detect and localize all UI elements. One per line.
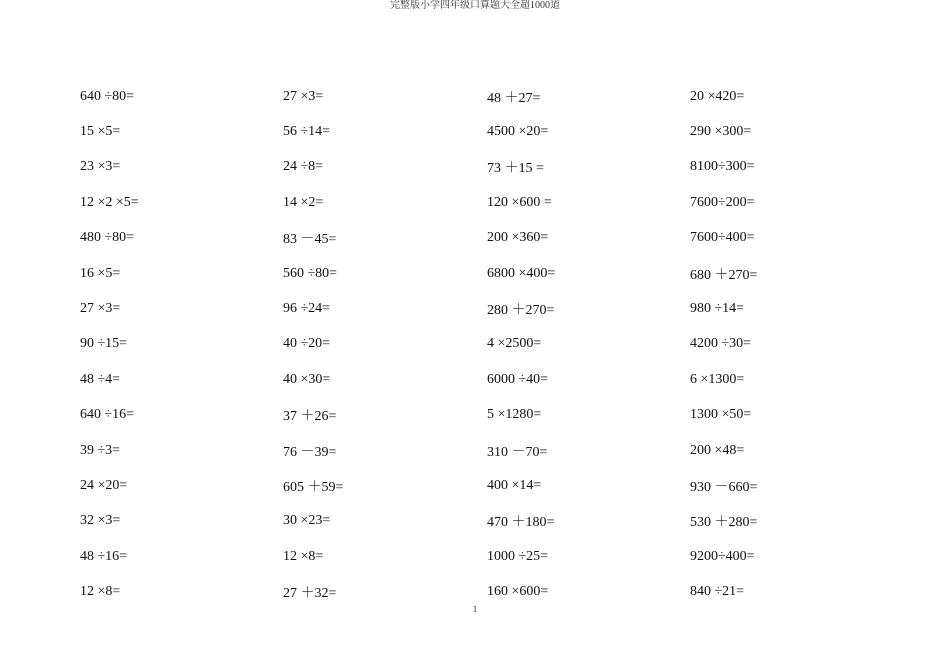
- arithmetic-problem: 12 ×2 ×5=: [80, 194, 139, 210]
- arithmetic-problem: 40 ÷20=: [283, 336, 331, 352]
- arithmetic-problem: 160 ×600=: [487, 584, 549, 600]
- arithmetic-problem: 640 ÷80=: [80, 88, 135, 104]
- arithmetic-problem: 76 －39=: [283, 444, 337, 460]
- arithmetic-problem: 200 ×48=: [690, 442, 745, 458]
- arithmetic-problem: 6000 ÷40=: [487, 371, 549, 387]
- arithmetic-problem: 400 ×14=: [487, 477, 542, 493]
- arithmetic-problem: 14 ×2=: [283, 194, 324, 210]
- arithmetic-problem: 680 ＋270=: [690, 267, 758, 283]
- arithmetic-problem: 48 ÷4=: [80, 371, 121, 387]
- arithmetic-problem: 1000 ÷25=: [487, 548, 549, 564]
- arithmetic-problem: 27 ×3=: [80, 301, 121, 317]
- arithmetic-problem: 4 ×2500=: [487, 336, 542, 352]
- arithmetic-problem: 96 ÷24=: [283, 301, 331, 317]
- arithmetic-problem: 12 ×8=: [283, 548, 324, 564]
- arithmetic-problem: 24 ÷8=: [283, 159, 324, 175]
- arithmetic-problem: 23 ×3=: [80, 159, 121, 175]
- arithmetic-problem: 7600÷400=: [690, 230, 755, 246]
- page-number: 1: [472, 604, 478, 614]
- arithmetic-problem: 930 －660=: [690, 479, 758, 495]
- arithmetic-problem: 6800 ×400=: [487, 265, 556, 281]
- arithmetic-problem: 605 ＋59=: [283, 479, 344, 495]
- arithmetic-problem: 290 ×300=: [690, 124, 752, 140]
- arithmetic-problem: 15 ×5=: [80, 124, 121, 140]
- arithmetic-problem: 560 ÷80=: [283, 265, 338, 281]
- arithmetic-problem: 470 ＋180=: [487, 515, 555, 531]
- arithmetic-problem: 37 ＋26=: [283, 409, 337, 425]
- arithmetic-problem: 640 ÷16=: [80, 407, 135, 423]
- arithmetic-problem: 7600÷200=: [690, 194, 755, 210]
- arithmetic-problem: 9200÷400=: [690, 548, 755, 564]
- arithmetic-problem: 20 ×420=: [690, 88, 745, 104]
- page-header-title: 完整版小学四年级口算题大全超1000道: [390, 0, 560, 11]
- problem-grid: [80, 79, 880, 610]
- arithmetic-problem: 48 ＋27=: [487, 90, 541, 106]
- arithmetic-problem: 27 ＋32=: [283, 586, 337, 602]
- arithmetic-problem: 120 ×600 =: [487, 194, 552, 210]
- arithmetic-problem: 5 ×1280=: [487, 407, 542, 423]
- arithmetic-problem: 280 ＋270=: [487, 303, 555, 319]
- arithmetic-problem: 4200 ÷30=: [690, 336, 752, 352]
- arithmetic-problem: 40 ×30=: [283, 371, 331, 387]
- arithmetic-problem: 4500 ×20=: [487, 124, 549, 140]
- arithmetic-problem: 48 ÷16=: [80, 548, 128, 564]
- arithmetic-problem: 73 ＋15 =: [487, 161, 544, 177]
- arithmetic-problem: 90 ÷15=: [80, 336, 128, 352]
- arithmetic-problem: 8100÷300=: [690, 159, 755, 175]
- arithmetic-problem: 310 －70=: [487, 444, 548, 460]
- arithmetic-problem: 83 －45=: [283, 232, 337, 248]
- arithmetic-problem: 840 ÷21=: [690, 584, 745, 600]
- arithmetic-problem: 200 ×360=: [487, 230, 549, 246]
- arithmetic-problem: 16 ×5=: [80, 265, 121, 281]
- arithmetic-problem: 39 ÷3=: [80, 442, 121, 458]
- arithmetic-problem: 24 ×20=: [80, 477, 128, 493]
- arithmetic-problem: 530 ＋280=: [690, 515, 758, 531]
- arithmetic-problem: 32 ×3=: [80, 513, 121, 529]
- arithmetic-problem: 480 ÷80=: [80, 230, 135, 246]
- arithmetic-problem: 1300 ×50=: [690, 407, 752, 423]
- arithmetic-problem: 56 ÷14=: [283, 124, 331, 140]
- arithmetic-problem: 12 ×8=: [80, 584, 121, 600]
- arithmetic-problem: 27 ×3=: [283, 88, 324, 104]
- arithmetic-problem: 980 ÷14=: [690, 301, 745, 317]
- arithmetic-problem: 6 ×1300=: [690, 371, 745, 387]
- arithmetic-problem: 30 ×23=: [283, 513, 331, 529]
